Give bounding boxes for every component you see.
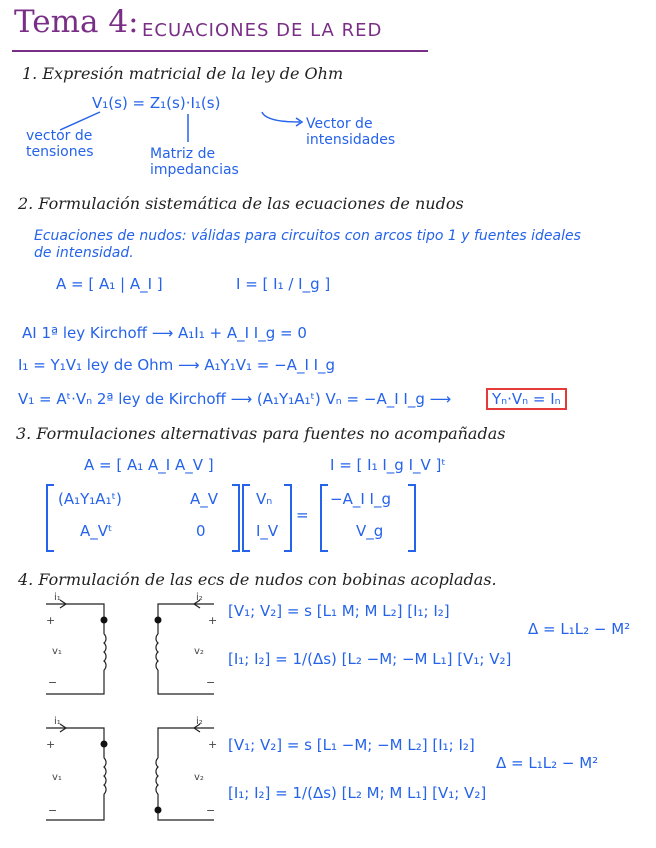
kirchoff-first-law: AI 1ª ley Kirchoff ⟶ A₁I₁ + A_I I_g = 0 <box>22 324 307 342</box>
circ-b-plus1: + <box>46 738 56 751</box>
block-matrix-12: A_V <box>190 490 219 508</box>
coupled-b-eq1: [V₁; V₂] = s [L₁ −M; −M L₂] [I₁; I₂] <box>228 736 475 754</box>
coupled-a-delta: Δ = L₁L₂ − M² <box>528 620 631 638</box>
label-vector-intensidades: Vector de intensidades <box>306 116 396 148</box>
unknown-vector-1: Vₙ <box>256 490 273 508</box>
label-matriz-impedancias: Matriz de impedancias <box>150 146 239 178</box>
rhs-vector-2: V_g <box>356 522 384 540</box>
block-matrix-11: (A₁Y₁A₁ᵗ) <box>58 490 122 508</box>
coupled-coils-diagram-a <box>40 590 220 704</box>
label-vector-tensiones: vector de tensiones <box>26 128 94 160</box>
block-matrix-21: A_Vᵗ <box>80 522 113 540</box>
circ-b-v1: v₁ <box>52 772 62 783</box>
section-1-arrows <box>0 0 656 200</box>
circ-a-v2: v₂ <box>194 646 204 657</box>
coupled-coils-diagram-b <box>40 714 220 834</box>
ohm-matrix-equation: V₁(s) = Z₁(s)·I₁(s) <box>92 94 221 112</box>
block-matrix-22: 0 <box>196 522 206 540</box>
section-1-heading: 1. Expresión matricial de la ley de Ohm <box>22 64 344 83</box>
circ-a-v1: v₁ <box>52 646 62 657</box>
equals-sign: = <box>296 506 309 524</box>
circ-b-minus2: − <box>206 804 216 817</box>
page-title: Tema 4: <box>14 4 139 40</box>
page-subtitle: ECUACIONES DE LA RED <box>142 20 383 41</box>
boxed-node-equation: Yₙ·Vₙ = Iₙ <box>486 388 567 410</box>
eq-A-extended: A = [ A₁ A_I A_V ] <box>84 456 214 474</box>
ohm-law-line: I₁ = Y₁V₁ ley de Ohm ⟶ A₁Y₁V₁ = −A_I I_g <box>18 356 336 374</box>
circ-b-plus2: + <box>208 738 218 751</box>
circ-b-i1: i₁ <box>54 716 61 727</box>
kirchoff-second-law: V₁ = Aᵗ·Vₙ 2ª ley de Kirchoff ⟶ (A₁Y₁A₁ᵗ) Vₙ = −A_I I_g ⟶ <box>18 390 452 408</box>
circ-a-i2: i₂ <box>196 592 203 603</box>
coupled-b-eq2: [I₁; I₂] = 1/(Δs) [L₂ M; M L₁] [V₁; V₂] <box>228 784 487 802</box>
eq-I-extended: I = [ I₁ I_g I_V ]ᵗ <box>330 456 446 474</box>
eq-I-partition: I = [ I₁ / I_g ] <box>236 275 331 293</box>
circ-b-i2: i₂ <box>196 716 203 727</box>
circ-a-minus1: − <box>48 676 58 689</box>
unknown-vector-2: I_V <box>256 522 279 540</box>
section-2-note: Ecuaciones de nudos: válidas para circuitos con arcos tipo 1 y fuentes ideales de intensidad. <box>34 228 581 261</box>
circ-a-minus2: − <box>206 676 216 689</box>
circ-b-v2: v₂ <box>194 772 204 783</box>
section-4-heading: 4. Formulación de las ecs de nudos con bobinas acopladas. <box>18 570 497 589</box>
section-3-heading: 3. Formulaciones alternativas para fuentes no acompañadas <box>16 424 506 443</box>
circ-b-minus1: − <box>48 804 58 817</box>
circ-a-plus1: + <box>46 614 56 627</box>
coupled-a-eq2: [I₁; I₂] = 1/(Δs) [L₂ −M; −M L₁] [V₁; V₂] <box>228 650 512 668</box>
rhs-vector-1: −A_I I_g <box>330 490 391 508</box>
eq-A-partition: A = [ A₁ | A_I ] <box>56 275 163 293</box>
circ-a-plus2: + <box>208 614 218 627</box>
coupled-b-delta: Δ = L₁L₂ − M² <box>496 754 599 772</box>
coupled-a-eq1: [V₁; V₂] = s [L₁ M; M L₂] [I₁; I₂] <box>228 602 450 620</box>
section-2-heading: 2. Formulación sistemática de las ecuaciones de nudos <box>18 194 464 213</box>
circ-a-i1: i₁ <box>54 592 61 603</box>
